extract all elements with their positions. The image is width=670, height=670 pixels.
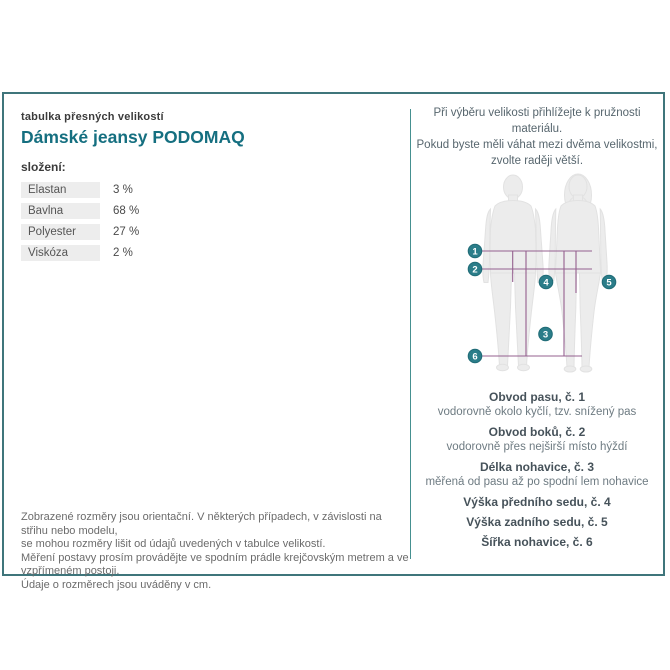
marker-1	[468, 244, 482, 258]
marker-6	[468, 349, 482, 363]
composition-row	[21, 224, 241, 240]
advice-line: zvolte raději větší.	[490, 155, 584, 167]
svg-text:1: 1	[472, 246, 478, 258]
percentage-cell: 27 %	[113, 226, 140, 238]
disclaimer-line: Zobrazené rozměry jsou orientační. V některých případech, v závislosti na střihu nebo modelu,	[21, 511, 382, 537]
measurement-name: Obvod pasu, č. 1	[488, 390, 586, 404]
material-cell: Elastan	[21, 182, 100, 198]
measurement-name: Šířka nohavice, č. 6	[481, 535, 593, 549]
marker-4	[539, 275, 553, 289]
measurement-item	[411, 535, 663, 550]
right-column	[411, 94, 663, 574]
disclaimer-line: se mohou rozměry lišit od údajů uvedených v tabulce velikostí.	[21, 538, 326, 550]
left-column	[4, 94, 410, 591]
measurement-desc: vodorovně okolo kyčlí, tzv. snížený pas	[437, 406, 637, 418]
disclaimer-line: Měření postavy prosím provádějte ve spodním prádle krejčovským metrem a ve vzpřímeném postoji.	[21, 551, 409, 577]
disclaimer-text	[21, 511, 410, 592]
composition-row	[21, 203, 241, 219]
composition-row	[21, 245, 241, 261]
measurement-name: Výška zadního sedu, č. 5	[466, 515, 608, 529]
material-cell: Viskóza	[21, 245, 100, 261]
measurement-diagram	[440, 165, 670, 377]
measurement-item	[411, 515, 663, 530]
advice-line: Při výběru velikosti přihlížejte k pružnosti materiálu.	[433, 107, 641, 135]
measurement-name: Výška předního sedu, č. 4	[463, 495, 611, 509]
composition-table	[21, 182, 241, 266]
advice-line: Pokud byste měli váhat mezi dvěma velikostmi,	[416, 139, 658, 151]
svg-text:5: 5	[606, 277, 612, 289]
composition-row	[21, 182, 241, 198]
percentage-cell: 2 %	[113, 247, 133, 259]
percentage-cell: 68 %	[113, 205, 140, 217]
product-title: Dámské jeansy PODOMAQ	[21, 127, 245, 147]
svg-text:2: 2	[472, 264, 478, 276]
marker-2	[468, 262, 482, 276]
measurement-desc: měřená od pasu až po spodní lem nohavice	[425, 476, 649, 488]
size-advice-text	[411, 105, 663, 169]
svg-text:6: 6	[472, 351, 478, 363]
figure-silhouette-right	[549, 174, 607, 372]
svg-text:3: 3	[542, 329, 549, 341]
material-cell: Polyester	[21, 224, 100, 240]
svg-text:4: 4	[543, 277, 549, 289]
composition-heading: složení:	[21, 160, 66, 174]
percentage-cell: 3 %	[113, 184, 133, 196]
size-chart-panel	[2, 92, 665, 591]
measurement-item	[411, 390, 663, 420]
measurement-item	[411, 425, 663, 455]
marker-5	[602, 275, 616, 289]
measurement-item	[411, 460, 663, 490]
marker-3	[539, 327, 553, 341]
measurement-desc: vodorovně přes nejširší místo hýždí	[446, 441, 628, 453]
disclaimer-line: Údaje o rozměrech jsou uváděny v cm.	[21, 578, 212, 591]
measurement-list	[411, 390, 663, 555]
measurement-name: Obvod boků, č. 2	[488, 425, 586, 439]
material-cell: Bavlna	[21, 203, 100, 219]
section-label: tabulka přesných velikostí	[21, 111, 164, 123]
measurement-name: Délka nohavice, č. 3	[479, 460, 595, 474]
measurement-item	[411, 495, 663, 510]
